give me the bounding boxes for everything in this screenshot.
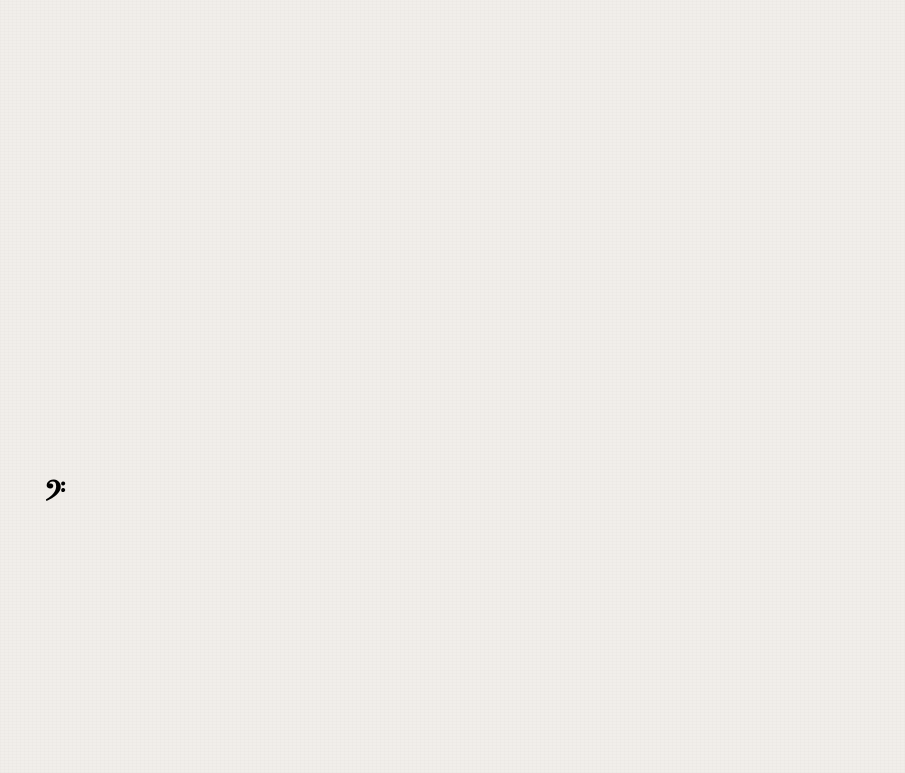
bass-clef-icon: 𝄢 [44,475,66,515]
